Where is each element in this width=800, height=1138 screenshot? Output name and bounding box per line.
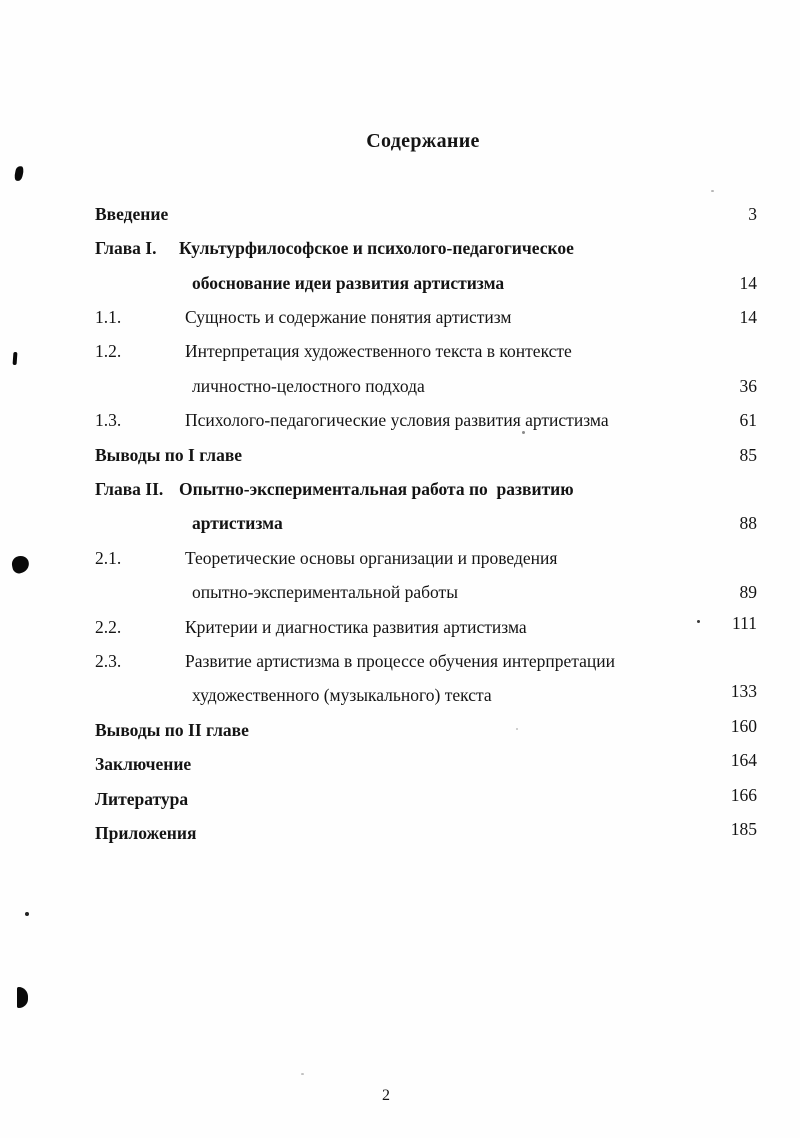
toc-page-number: 185 — [730, 819, 757, 839]
toc-entry-conclusions-ch1 — [0, 444, 800, 468]
toc-entry-1-2-line2 — [0, 375, 800, 399]
toc-page-number: 88 — [739, 513, 757, 533]
toc-text: Сущность и содержание понятия артистизм — [185, 307, 512, 327]
toc-entry-2-3-line1 — [0, 650, 800, 674]
toc-text: Опытно-экспериментальная работа по развитию — [179, 479, 574, 499]
toc-entry-1-3 — [0, 409, 800, 433]
toc-entry-zakluchenie — [0, 750, 800, 777]
toc-entry-chapter1-line2 — [0, 272, 800, 296]
toc-entry-literatura — [0, 785, 800, 812]
toc-entry-prilozheniya — [0, 819, 800, 846]
scan-speck — [516, 728, 518, 730]
page-title: Содержание — [366, 130, 480, 152]
toc-text-continuation: личностно-целостного подхода — [192, 376, 425, 396]
toc-text-continuation: художественного (музыкального) текста — [192, 685, 492, 705]
ink-mark — [25, 912, 29, 916]
toc-label: 2.3. — [95, 651, 122, 671]
toc-text-continuation: артистизма — [192, 513, 283, 533]
toc-entry-2-2 — [0, 613, 800, 640]
toc-entry-1-2-line1 — [0, 340, 800, 364]
scan-speck — [522, 431, 525, 434]
toc-entry-conclusions-ch2 — [0, 716, 800, 743]
toc-entry-2-1-line2 — [0, 581, 800, 605]
toc-text: Теоретические основы организации и проведения — [185, 548, 558, 568]
ink-mark — [17, 987, 28, 1008]
toc-text: Критерии и диагностика развития артистизма — [185, 617, 527, 637]
toc-page-number: 36 — [739, 376, 757, 396]
scan-speck — [697, 620, 700, 623]
toc-text: Интерпретация художественного текста в контексте — [185, 341, 572, 361]
toc-label: 1.1. — [95, 307, 122, 327]
toc-page-number: 164 — [730, 750, 757, 770]
toc-entry-chapter2-line2 — [0, 512, 800, 536]
toc-entry-vvedenie — [0, 203, 800, 227]
toc-label: Заключение — [95, 754, 192, 774]
toc-text-continuation: опытно-экспериментальной работы — [192, 582, 458, 602]
toc-entry-chapter1-line1 — [0, 237, 800, 261]
toc-page-number: 160 — [730, 716, 757, 736]
toc-label: Глава I. — [95, 238, 157, 258]
toc-entry-chapter2-line1 — [0, 478, 800, 502]
toc-label: Литература — [95, 789, 189, 809]
toc-page-number: 14 — [739, 307, 757, 327]
toc-entry-2-1-line1 — [0, 547, 800, 571]
scan-speck — [711, 190, 714, 192]
toc-page-number: 61 — [739, 410, 757, 430]
toc-label: Введение — [95, 204, 169, 224]
toc-text-continuation: обоснование идеи развития артистизма — [192, 273, 505, 293]
toc-entry-2-3-line2 — [0, 681, 800, 708]
toc-page-number: 133 — [730, 681, 757, 701]
toc-page-number: 3 — [748, 204, 757, 224]
toc-page-number: 85 — [739, 445, 757, 465]
toc-label: 1.3. — [95, 410, 122, 430]
toc-label: 2.1. — [95, 548, 122, 568]
toc-text: Культурфилософское и психолого-педагогическое — [179, 238, 574, 258]
toc-label: Выводы по II главе — [95, 720, 249, 740]
toc-label: Глава II. — [95, 479, 164, 499]
toc-page-number: 111 — [732, 613, 757, 633]
scan-speck — [301, 1073, 304, 1075]
toc-label: Приложения — [95, 823, 197, 843]
footer-page-number: 2 — [382, 1087, 390, 1104]
toc-label: 2.2. — [95, 617, 122, 637]
toc-label: Выводы по I главе — [95, 445, 243, 465]
toc-text: Развитие артистизма в процессе обучения интерпретации — [185, 651, 615, 671]
ink-mark — [13, 165, 24, 181]
toc-page-number: 14 — [739, 273, 757, 293]
toc-page-number: 166 — [730, 785, 757, 805]
toc-page-number: 89 — [739, 582, 757, 602]
toc-label: 1.2. — [95, 341, 122, 361]
toc-entry-1-1 — [0, 306, 800, 330]
toc-text: Психолого-педагогические условия развития артистизма — [185, 410, 609, 430]
